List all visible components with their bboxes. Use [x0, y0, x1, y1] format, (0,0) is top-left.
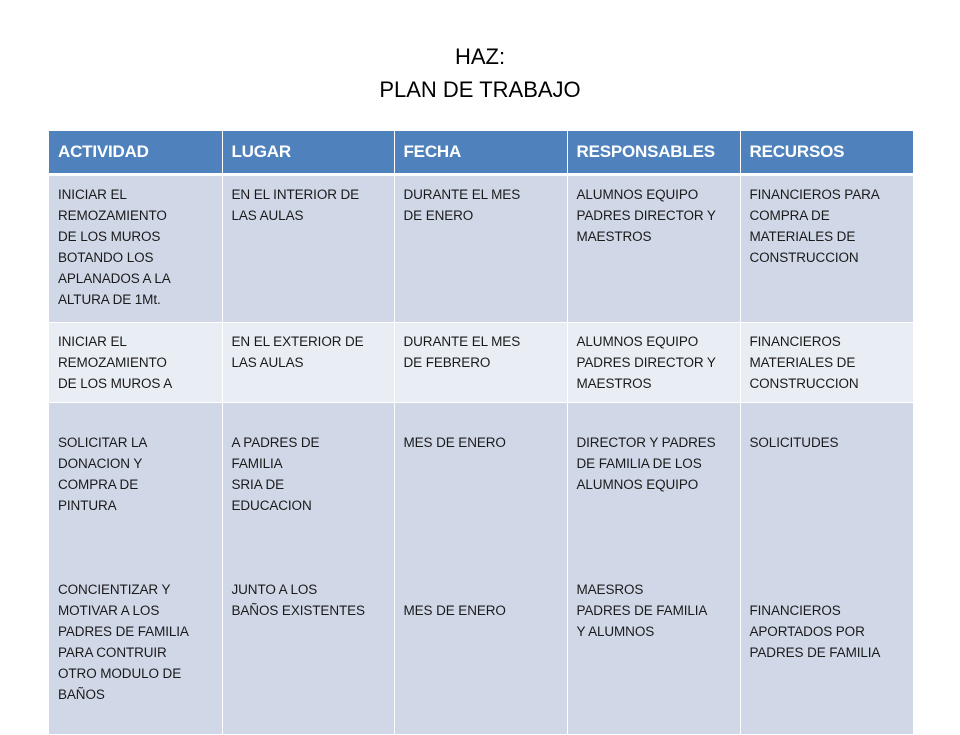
cell-text: JUNTO A LOS BAÑOS EXISTENTES [231, 582, 365, 618]
cell-fecha: DURANTE EL MES DE FEBRERO [394, 323, 567, 403]
header-actividad: ACTIVIDAD [49, 131, 222, 175]
title-line-2: PLAN DE TRABAJO [379, 77, 581, 102]
header-fecha: FECHA [394, 131, 567, 175]
cell-actividad [49, 403, 222, 735]
cell-recursos [740, 403, 913, 735]
cell-text: SOLICITAR LA DONACION Y COMPRA DE PINTURA [58, 435, 148, 513]
cell-actividad: INICIAR EL REMOZAMIENTO DE LOS MUROS BOTANDO LOS APLANADOS A LA ALTURA DE 1Mt. [49, 175, 222, 323]
cell-actividad: INICIAR EL REMOZAMIENTO DE LOS MUROS A [49, 323, 222, 403]
cell-text: SOLICITUDES [749, 435, 839, 450]
table-row [49, 323, 913, 403]
table-header-row [49, 131, 913, 175]
cell-text: MES DE ENERO [403, 435, 506, 450]
cell-text: MAESROS PADRES DE FAMILIA Y ALUMNOS [576, 582, 708, 639]
title-line-1: HAZ: [454, 44, 506, 69]
cell-lugar: EN EL INTERIOR DE LAS AULAS [222, 175, 394, 323]
work-plan-table [49, 131, 913, 735]
cell-lugar [222, 403, 394, 735]
header-responsables: RESPONSABLES [567, 131, 740, 175]
table-row [49, 403, 913, 735]
cell-fecha [394, 403, 567, 735]
header-lugar: LUGAR [222, 131, 394, 175]
cell-responsables [567, 403, 740, 735]
cell-fecha: DURANTE EL MES DE ENERO [394, 175, 567, 323]
cell-text: FINANCIEROS APORTADOS POR PADRES DE FAMILIA [749, 603, 881, 660]
cell-responsables: ALUMNOS EQUIPO PADRES DIRECTOR Y MAESTROS [567, 323, 740, 403]
cell-recursos: FINANCIEROS MATERIALES DE CONSTRUCCION [740, 323, 913, 403]
table-row [49, 175, 913, 323]
cell-text: A PADRES DE FAMILIA SRIA DE EDUCACION [231, 435, 320, 513]
cell-text: MES DE ENERO [403, 603, 506, 618]
cell-lugar: EN EL EXTERIOR DE LAS AULAS [222, 323, 394, 403]
cell-recursos: FINANCIEROS PARA COMPRA DE MATERIALES DE CONSTRUCCION [740, 175, 913, 323]
cell-responsables: ALUMNOS EQUIPO PADRES DIRECTOR Y MAESTROS [567, 175, 740, 323]
page-title [0, 40, 960, 106]
cell-text: CONCIENTIZAR Y MOTIVAR A LOS PADRES DE FAMILIA PARA CONTRUIR OTRO MODULO DE BAÑOS [58, 582, 189, 702]
header-recursos: RECURSOS [740, 131, 913, 175]
cell-text: DIRECTOR Y PADRES DE FAMILIA DE LOS ALUMNOS EQUIPO [576, 435, 716, 492]
